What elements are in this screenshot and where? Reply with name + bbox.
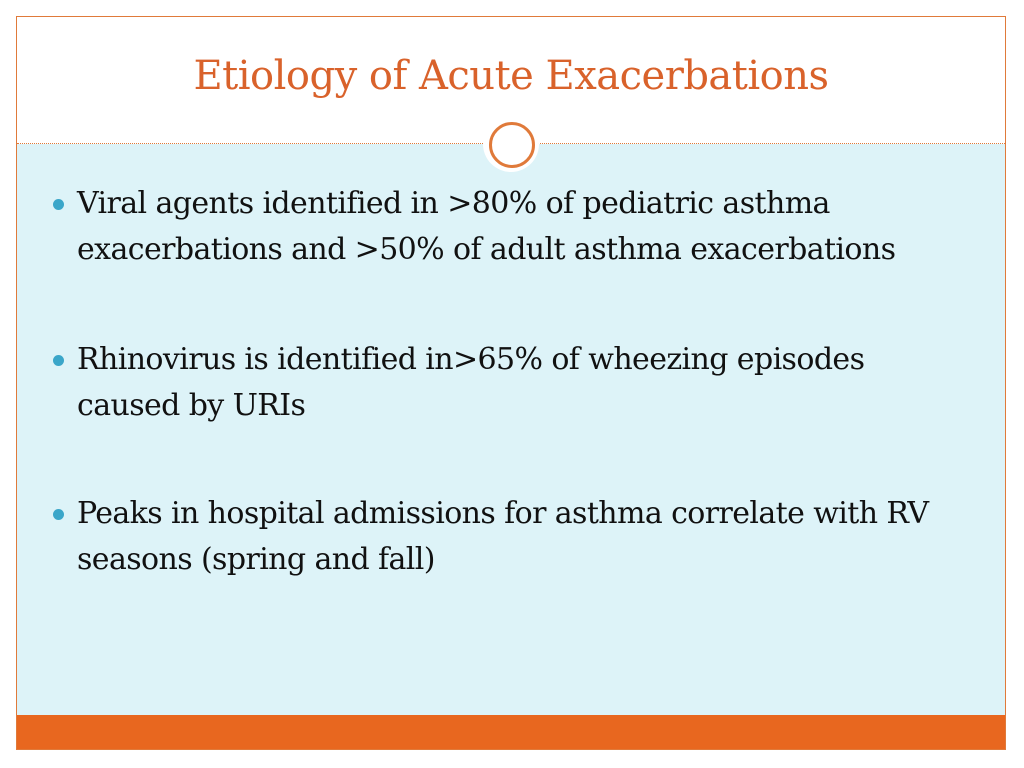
footer-bar: [17, 715, 1005, 749]
bullet-dot-icon: [53, 355, 64, 366]
bullet-item: [51, 181, 951, 273]
bullet-dot-icon: [53, 199, 64, 210]
bullet-text: Peaks in hospital admissions for asthma correlate with RV seasons (spring and fall): [77, 496, 929, 577]
bullet-text: Viral agents identified in >80% of pediatric asthma exacerbations and >50% of adult asthma exacerbations: [77, 186, 896, 267]
slide: [16, 16, 1006, 750]
bullet-text: Rhinovirus is identified in>65% of wheezing episodes caused by URIs: [77, 342, 865, 423]
bullet-item: [51, 491, 951, 583]
ring-shape: [489, 122, 535, 168]
bullet-dot-icon: [53, 509, 64, 520]
circle-ring-icon: [483, 116, 539, 172]
bullet-item: [51, 337, 951, 429]
bullet-list: [51, 181, 951, 647]
slide-title: Etiology of Acute Exacerbations: [193, 53, 829, 99]
